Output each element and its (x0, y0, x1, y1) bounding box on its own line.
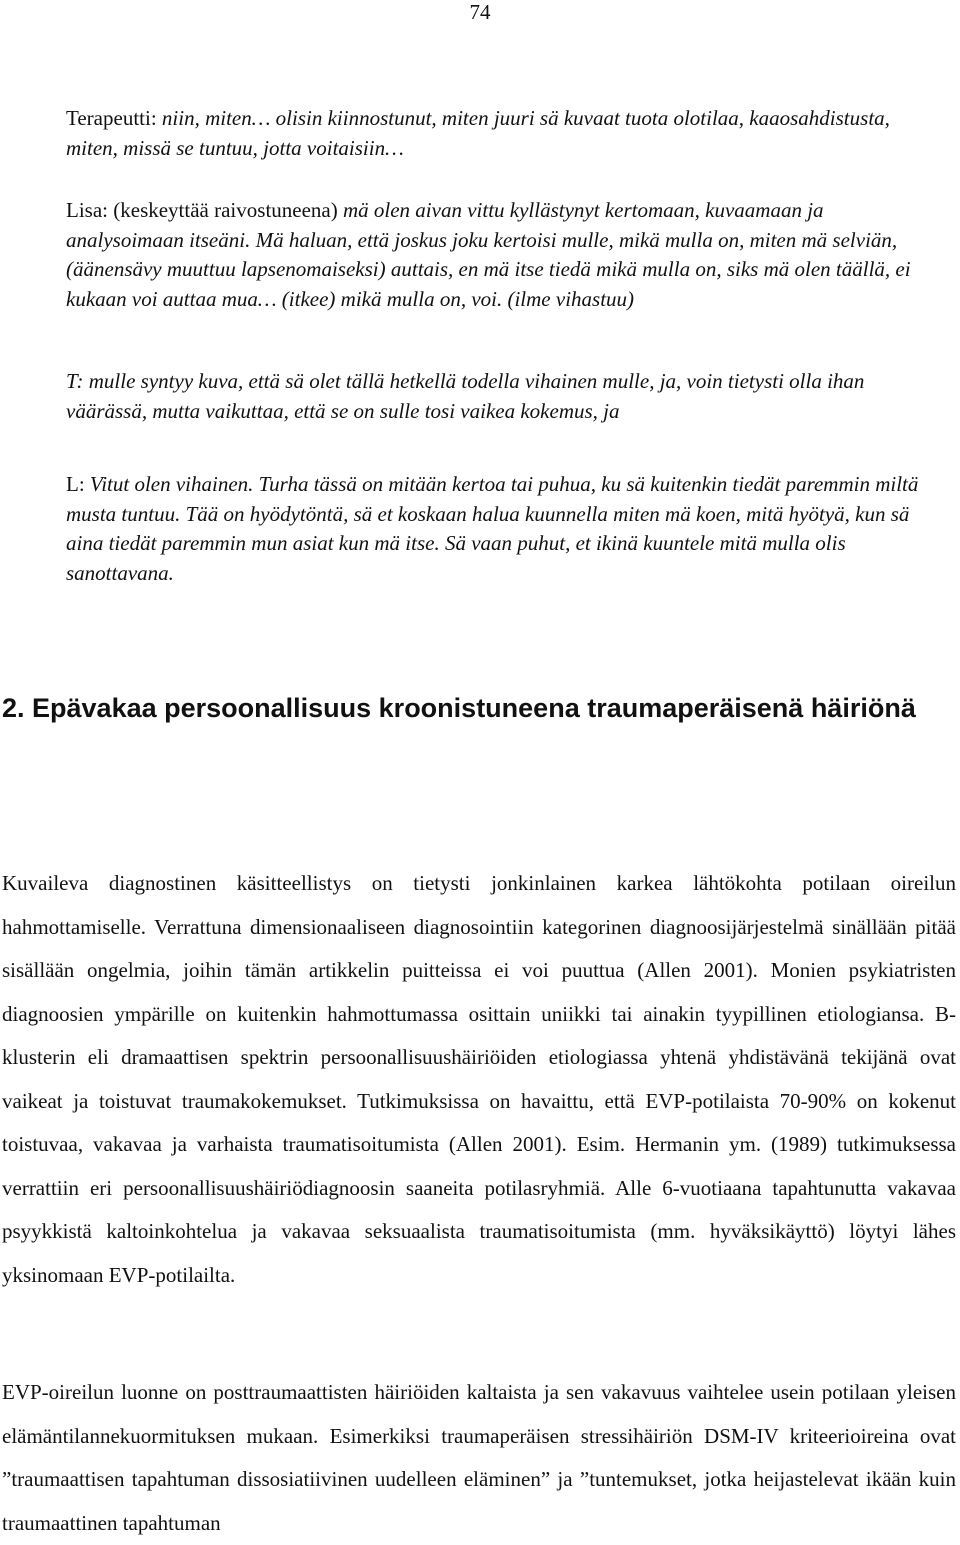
dialogue-lisa-reply (66, 470, 946, 588)
dialogue-text: Vitut olen vihainen. Turha tässä on mitään kertoa tai puhua, ku sä kuitenkin tiedät paremmin miltä musta tuntuu. Tää on hyödytöntä, sä et koskaan halua kuunnella miten mä koen, mitä hyötyä, kun sä aina tiedät paremmin mun asiat kun mä itse. Sä vaan puhut, et ikinä kuuntele mitä mulla olis sanottavana. (66, 472, 919, 585)
body-paragraph: Kuvaileva diagnostinen käsitteellistys on tietysti jonkinlainen karkea lähtökohta potilaan oireilun hahmottamiselle. Verrattuna dimensionaaliseen diagnosointiin kategorinen diagnoosijärjestelmä sinällään pitää sisällään ongelmia, joihin tämän artikkelin puitteissa ei voi puuttua (Allen 2001). Monien psykiatristen diagnoosien ympärille on kuitenkin hahmottumassa osittain uniikki tai ainakin tyypillinen etiologiansa. B-klusterin eli dramaattisen spektrin persoonallisuushäiriöiden etiologiassa yhtenä yhdistävänä tekijänä ovat vaikeat ja toistuvat traumakokemukset. Tutkimuksissa on havaittu, että EVP-potilaista 70-90% on kokenut toistuvaa, vakavaa ja varhaista traumatisoitumista (Allen 2001). Esim. Hermanin ym. (1989) tutkimuksessa verrattiin eri persoonallisuushäiriödiagnoosin saaneita potilasryhmiä. Alle 6-vuotiaana tapahtunutta vakavaa psyykkistä kaltoinkohtelua ja vakavaa seksuaalista traumatisoitumista (mm. hyväksikäyttö) löytyi lähes yksinomaan EVP-potilailta. (2, 871, 956, 1287)
dialogue-text: mä olen aivan vittu kyllästynyt kertomaan, kuvaamaan ja analysoimaan itseäni. Mä haluan, että joskus joku kertoisi mulle, mikä mulla on, miten mä selviän, (äänensävy muuttuu lapsenomaiseksi) auttais, en mä itse tiedä mikä mulla on, siks mä olen täällä, ei kukaan voi auttaa mua… (itkee) mikä mulla on, voi. (ilme vihastuu) (66, 198, 911, 311)
dialogue-text: niin, miten… olisin kiinnostunut, miten juuri sä kuvaat tuota olotilaa, kaaosahdistusta, miten, missä se tuntuu, jotta voitaisiin… (66, 106, 890, 160)
speaker-label: Terapeutti: (66, 106, 157, 130)
stage-note: (keskeyttää raivostuneena) (113, 198, 338, 222)
speaker-label: Lisa: (66, 198, 108, 222)
dialogue-therapist (66, 104, 946, 163)
dialogue-lisa (66, 196, 946, 314)
section-heading: 2. Epävakaa persoonallisuus kroonistuneena traumaperäisenä häiriönä (2, 693, 916, 723)
speaker-label: L: (66, 472, 85, 496)
body-paragraph: EVP-oireilun luonne on posttraumaattisten häiriöiden kaltaista ja sen vakavuus vaihtelee usein potilaan yleisen elämäntilannekuormituksen mukaan. Esimerkiksi traumaperäisen stressihäiriön DSM-IV kriteerioireina ovat ”traumaattisen tapahtuman dissosiatiivinen uudelleen eläminen” ja ”tuntemukset, jotka heijastelevat ikään kuin traumaattinen tapahtuman (2, 1380, 956, 1535)
dialogue-text: T: mulle syntyy kuva, että sä olet tällä hetkellä todella vihainen mulle, ja, voin tietysti olla ihan väärässä, mutta vaikuttaa, että se on sulle tosi vaikea kokemus, ja (66, 369, 865, 423)
dialogue-therapist-reply (66, 367, 946, 426)
page-number: 74 (469, 0, 491, 24)
